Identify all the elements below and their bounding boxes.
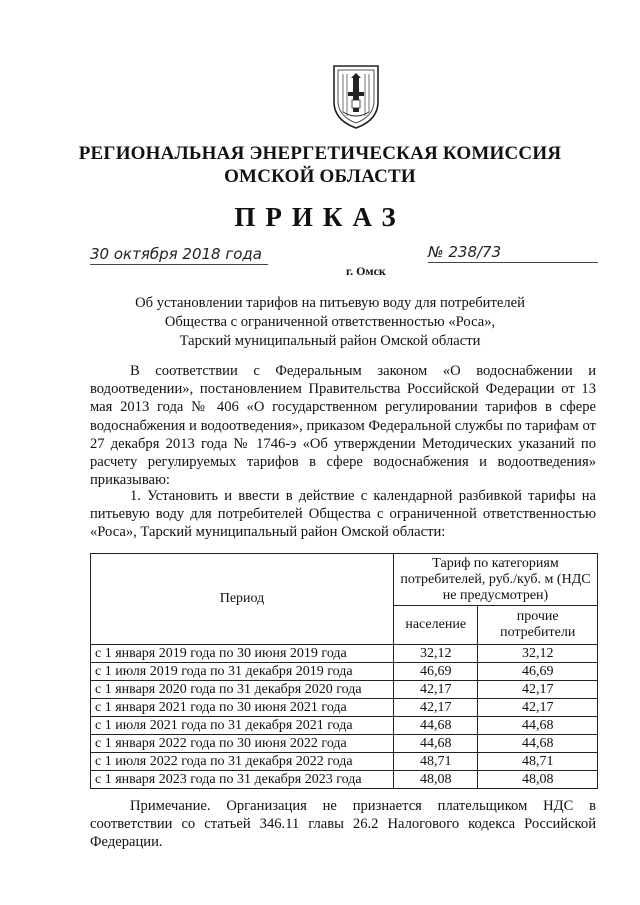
other-tariff-cell: 44,68 xyxy=(478,717,598,735)
period-cell: с 1 января 2023 года по 31 декабря 2023 года xyxy=(91,771,394,789)
population-tariff-cell: 42,17 xyxy=(394,681,478,699)
population-tariff-cell: 46,69 xyxy=(394,663,478,681)
table-row xyxy=(91,771,598,789)
population-tariff-cell: 42,17 xyxy=(394,699,478,717)
subject-line: Тарский муниципальный район Омской области xyxy=(179,333,481,349)
item-1-paragraph: 1. Установить и ввести в действие с календарной разбивкой тарифы на питьевую воду для потребителей Общества с ограниченной ответственностью «Роса», Тарский муниципальный район Омской области: xyxy=(90,488,596,541)
other-tariff-cell: 44,68 xyxy=(478,735,598,753)
table-row xyxy=(91,753,598,771)
note-paragraph: Примечание. Организация не признается плательщиком НДС в соответствии со статьей 346.11 главы 26.2 Налогового кодекса Российской Федерации. xyxy=(90,798,596,851)
table-row xyxy=(91,681,598,699)
period-cell: с 1 июля 2019 года по 31 декабря 2019 года xyxy=(91,663,394,681)
population-tariff-cell: 48,08 xyxy=(394,771,478,789)
number-underline xyxy=(428,262,598,263)
date-underline xyxy=(90,264,268,265)
population-tariff-cell: 44,68 xyxy=(394,735,478,753)
table-row xyxy=(91,663,598,681)
organization-name-line2: ОМСКОЙ ОБЛАСТИ xyxy=(224,166,416,187)
handwritten-date: 30 октября 2018 года xyxy=(90,245,262,263)
header-period: Период xyxy=(91,554,394,645)
other-tariff-cell: 32,12 xyxy=(478,645,598,663)
period-cell: с 1 июля 2021 года по 31 декабря 2021 года xyxy=(91,717,394,735)
subject-line: Об установлении тарифов на питьевую воду для потребителей xyxy=(135,295,525,311)
preamble-paragraph: В соответствии с Федеральным законом «О водоснабжении и водоотведении», постановлением Правительства Российской Федерации от 13 мая 2013 года № 406 «О государственном регулировании тарифов в сфере водоснабжения и водоотведения», приказом Федеральной службы по тарифам от 27 декабря 2013 года № 1746-э «Об утверждении Методических указаний по расчету регулируемых тарифов в сфере водоснабжения и водоотведения» приказываю: xyxy=(90,363,596,489)
population-tariff-cell: 32,12 xyxy=(394,645,478,663)
population-tariff-cell: 48,71 xyxy=(394,753,478,771)
period-cell: с 1 июля 2022 года по 31 декабря 2022 года xyxy=(91,753,394,771)
table-row xyxy=(91,735,598,753)
table-row xyxy=(91,699,598,717)
period-cell: с 1 января 2022 года по 30 июня 2022 года xyxy=(91,735,394,753)
population-tariff-cell: 44,68 xyxy=(394,717,478,735)
other-tariff-cell: 48,71 xyxy=(478,753,598,771)
table-row xyxy=(91,717,598,735)
other-tariff-cell: 46,69 xyxy=(478,663,598,681)
period-cell: с 1 января 2019 года по 30 июня 2019 года xyxy=(91,645,394,663)
document-type-title: ПРИКАЗ xyxy=(234,202,406,232)
other-tariff-cell: 48,08 xyxy=(478,771,598,789)
city-label: г. Омск xyxy=(346,264,386,278)
subject-line: Общества с ограниченной ответственностью «Роса», xyxy=(164,314,496,330)
order-subject xyxy=(60,294,600,351)
period-cell: с 1 января 2020 года по 31 декабря 2020 года xyxy=(91,681,394,699)
other-tariff-cell: 42,17 xyxy=(478,681,598,699)
header-population: население xyxy=(394,606,478,645)
tariff-table xyxy=(90,553,598,789)
other-tariff-cell: 42,17 xyxy=(478,699,598,717)
table-row xyxy=(91,645,598,663)
handwritten-order-number: № 238/73 xyxy=(428,243,502,261)
header-other-consumers: прочие потребители xyxy=(478,606,598,645)
header-tariff-group: Тариф по категориям потребителей, руб./куб. м (НДС не предусмотрен) xyxy=(394,554,598,606)
period-cell: с 1 января 2021 года по 30 июня 2021 года xyxy=(91,699,394,717)
coat-of-arms-icon xyxy=(331,62,381,130)
organization-name-line1: РЕГИОНАЛЬНАЯ ЭНЕРГЕТИЧЕСКАЯ КОМИССИЯ xyxy=(78,143,562,164)
